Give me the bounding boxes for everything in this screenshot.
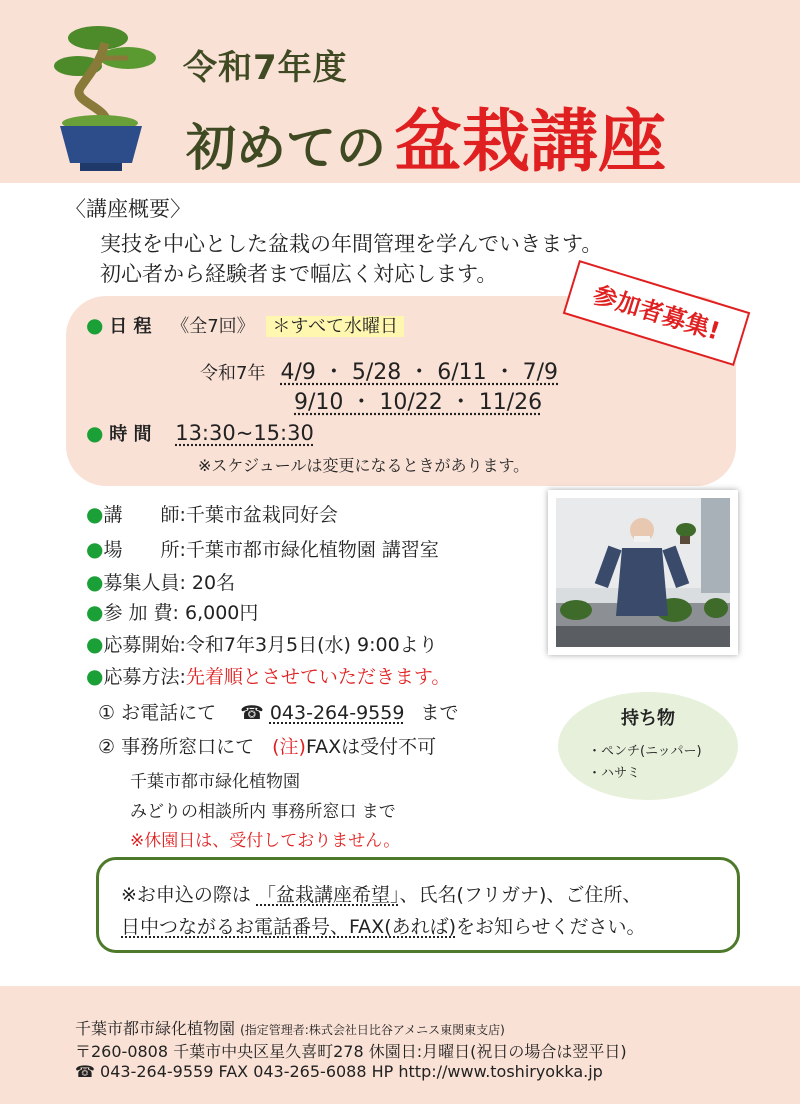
instructor-photo	[548, 490, 738, 655]
footer-contact: 043-264-9559 FAX 043-265-6088 HP http://www.toshiryokka.jp	[100, 1062, 603, 1081]
detail-application-start	[86, 630, 438, 657]
apply-fax-note: FAXは受付不可	[305, 736, 437, 758]
apply-method-2-label: ② 事務所窓口にて	[98, 736, 255, 758]
detail-capacity	[86, 568, 235, 595]
note-text-2: をお知らせください。	[456, 916, 646, 938]
schedule-dates-line-1	[200, 355, 558, 386]
overview-heading: 〈講座概要〉	[65, 197, 191, 221]
detail-fee	[86, 598, 258, 625]
footer	[0, 986, 800, 1104]
items-to-bring-title: 持ち物	[621, 708, 675, 729]
overview-line-1: 実技を中心とした盆栽の年間管理を学んでいきます。	[100, 232, 603, 256]
first-come-note: 先着順とさせていただきます。	[185, 666, 451, 688]
apply-method-phone	[98, 698, 459, 725]
detail-instructor	[86, 500, 338, 527]
schedule-era: 令和7年	[200, 363, 266, 384]
schedule-row	[86, 312, 404, 338]
bonsai-illustration-icon	[50, 18, 160, 178]
time-row	[86, 420, 314, 446]
time-value: 13:30~15:30	[175, 421, 314, 445]
detail-value: :千葉市盆栽同好会	[179, 504, 338, 526]
green-dot-icon: ●	[86, 537, 104, 561]
apply-place-1: 千葉市都市緑化植物園	[130, 772, 300, 792]
detail-label: 講 師	[103, 504, 180, 526]
page-title	[186, 88, 666, 185]
schedule-dates-1: 4/9 ・ 5/28 ・ 6/11 ・ 7/9	[280, 360, 559, 385]
phone-icon: ☎	[240, 702, 264, 724]
items-to-bring-item: ・ハサミ	[588, 766, 641, 781]
holiday-note: ※休園日は、受付しておりません。	[130, 831, 401, 851]
items-to-bring-item: ・ペンチ(ニッパー)	[588, 744, 702, 759]
detail-value: :令和7年3月5日(水) 9:00より	[179, 634, 438, 656]
detail-label: 応募方法	[103, 666, 180, 688]
green-dot-icon: ●	[86, 600, 104, 624]
detail-location	[86, 535, 439, 562]
schedule-weekday-note: ＊すべて水曜日	[266, 316, 404, 337]
green-dot-icon: ●	[86, 502, 104, 526]
apply-method-1-label: ① お電話にて	[98, 702, 217, 724]
schedule-count: 《全7回》	[171, 316, 255, 337]
detail-value: :	[179, 666, 186, 688]
apply-method-office	[98, 732, 436, 759]
note-prefix: ※お申込の際は	[121, 884, 251, 906]
detail-value: : 20名	[179, 572, 236, 594]
items-to-bring	[558, 692, 738, 800]
schedule-change-note: ※スケジュールは変更になるときがあります。	[198, 456, 530, 475]
apply-method-1-suffix: まで	[420, 702, 459, 724]
note-line-2	[121, 912, 645, 939]
apply-note-mark: (注)	[272, 736, 306, 758]
title-part-hajimete: 初めての	[186, 119, 386, 177]
note-highlight-1: 「盆栽講座希望」	[256, 884, 400, 906]
footer-org: 千葉市都市緑化植物園	[75, 1019, 236, 1038]
footer-contact-line	[75, 1062, 603, 1081]
header-banner	[0, 0, 800, 183]
instructor-photo-image	[556, 498, 730, 647]
detail-application-method	[86, 662, 450, 689]
note-text-1: 、氏名(フリガナ)、ご住所、	[399, 884, 642, 906]
overview-line-2: 初心者から経験者まで幅広く対応します。	[100, 262, 498, 286]
detail-label: 募集人員	[103, 572, 180, 594]
green-dot-icon: ●	[86, 421, 104, 445]
year-title: 令和7年度	[183, 48, 348, 88]
recruiting-badge: 参加者募集!	[563, 260, 751, 366]
note-highlight-2: 日中つながるお電話番号、FAX(あれば)	[121, 916, 457, 938]
green-dot-icon: ●	[86, 570, 104, 594]
detail-label: 場 所	[103, 539, 180, 561]
schedule-dates-2: 9/10 ・ 10/22 ・ 11/26	[294, 390, 543, 415]
note-line-1	[121, 880, 641, 907]
time-label: 時 間	[109, 424, 152, 445]
detail-label: 応募開始	[103, 634, 180, 656]
detail-label: 参 加 費	[103, 602, 173, 624]
detail-value: :千葉市都市緑化植物園 講習室	[179, 539, 439, 561]
green-dot-icon: ●	[86, 313, 104, 337]
phone-icon: ☎	[75, 1062, 95, 1081]
footer-address: 〒260-0808 千葉市中央区星久喜町278 休園日:月曜日(祝日の場合は翌平日)	[75, 1042, 627, 1061]
application-note-box	[96, 857, 740, 953]
footer-manager: (指定管理者:株式会社日比谷アメニス東関東支店)	[240, 1023, 505, 1037]
schedule-label: 日 程	[109, 316, 152, 337]
detail-value: : 6,000円	[172, 602, 259, 624]
green-dot-icon: ●	[86, 632, 104, 656]
apply-place-2: みどりの相談所内 事務所窓口 まで	[130, 802, 396, 822]
title-part-bonsai-kouza: 盆栽講座	[394, 103, 667, 182]
apply-phone-number: 043-264-9559	[269, 702, 405, 724]
green-dot-icon: ●	[86, 664, 104, 688]
footer-org-line	[75, 1016, 505, 1039]
